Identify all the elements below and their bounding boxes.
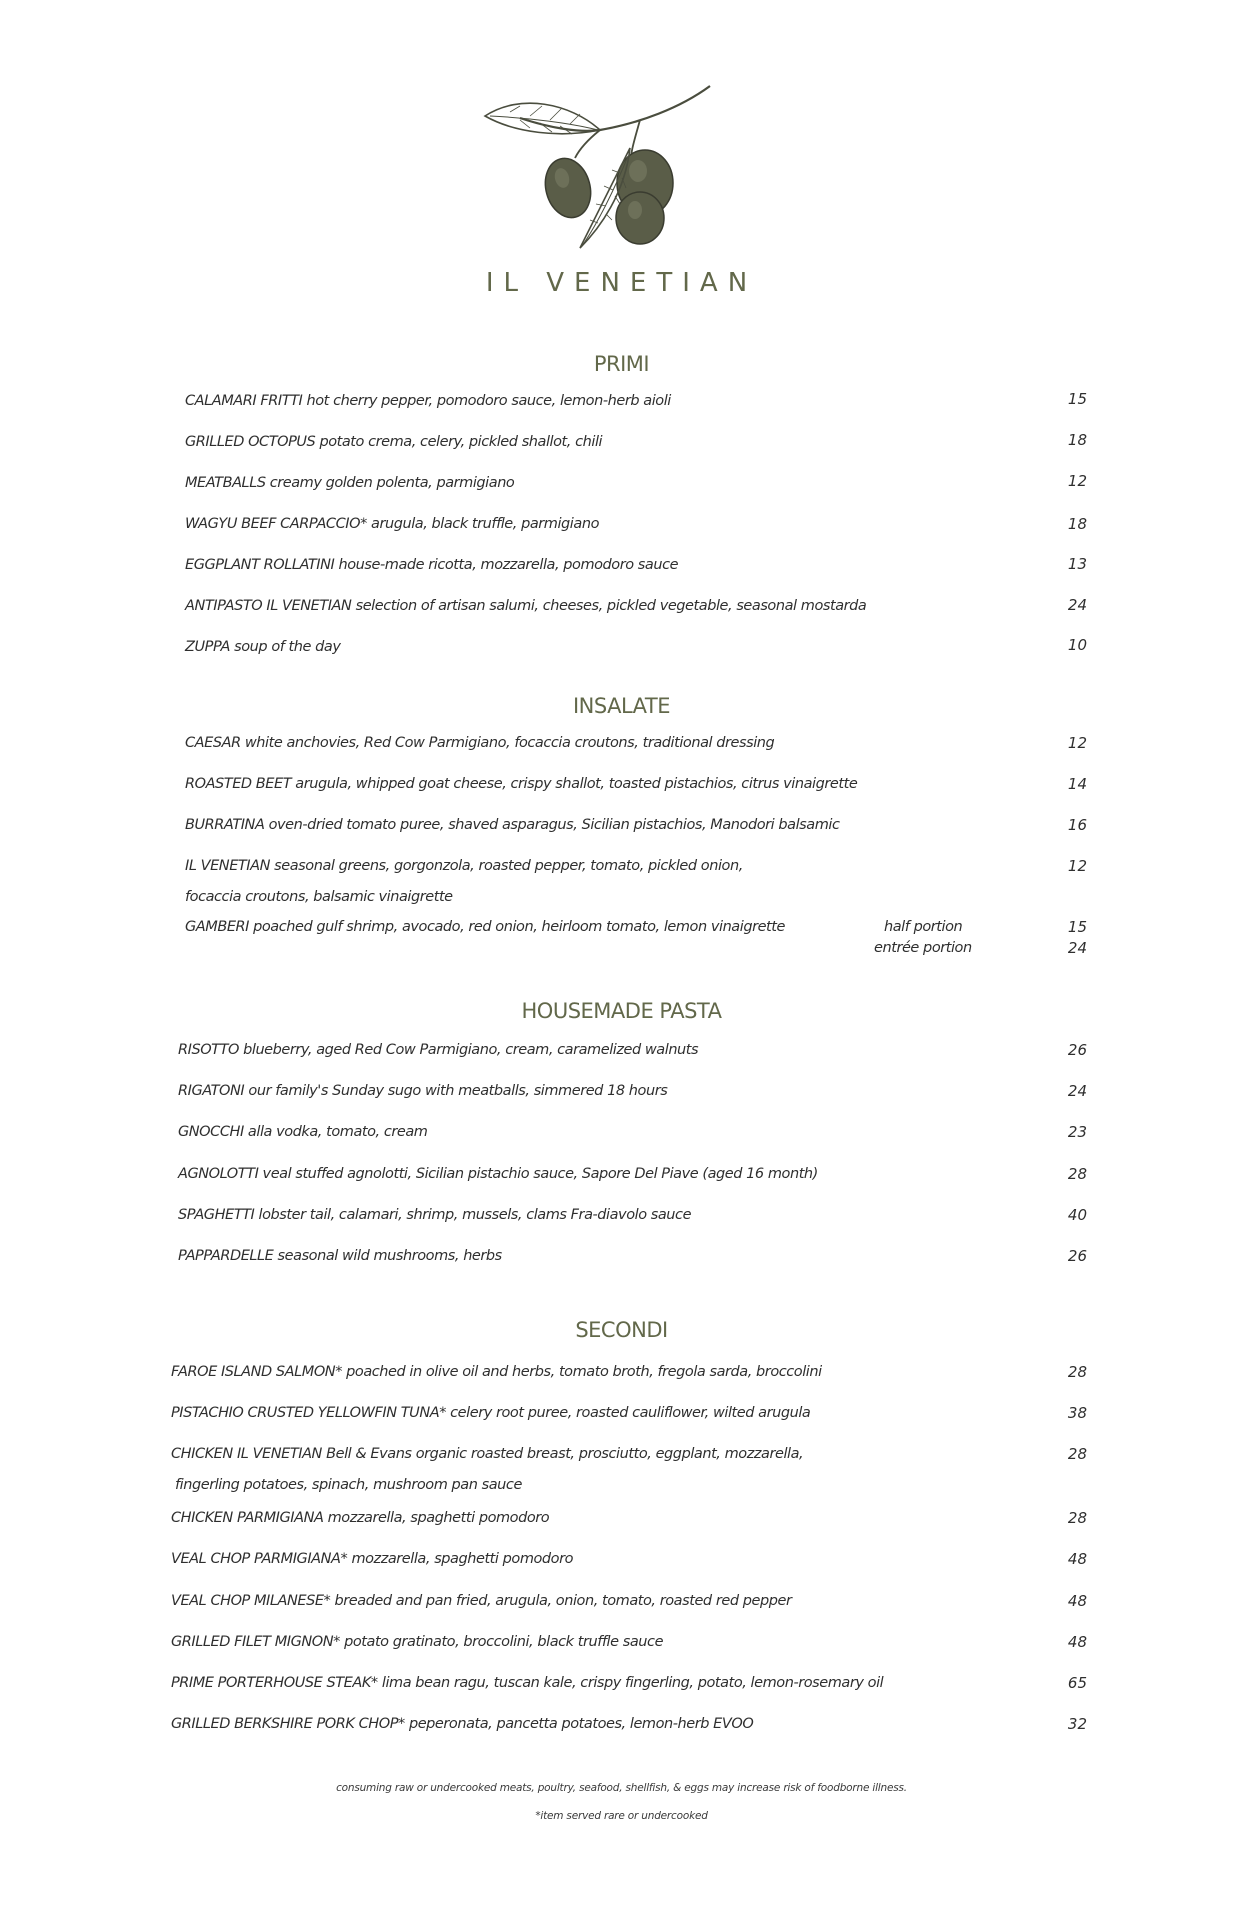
menu-item: MEATBALLS creamy golden polenta, parmigiano	[185, 475, 515, 491]
menu-price: 28	[1067, 1509, 1087, 1527]
menu-item: AGNOLOTTI veal stuffed agnolotti, Sicilian pistachio sauce, Sapore Del Piave (aged 16 month)	[178, 1166, 818, 1182]
menu-price: 40	[1067, 1206, 1087, 1224]
menu-item: IL VENETIAN seasonal greens, gorgonzola, roasted pepper, tomato, pickled onion,	[185, 858, 743, 874]
menu-item-continuation: fingerling potatoes, spinach, mushroom pan sauce	[175, 1477, 522, 1493]
half-portion-price: 15	[1067, 918, 1087, 936]
menu-item: BURRATINA oven-dried tomato puree, shaved asparagus, Sicilian pistachios, Manodori balsamic	[185, 817, 840, 833]
section-title-primi: PRIMI	[593, 352, 650, 376]
menu-price: 28	[1067, 1363, 1087, 1381]
menu-item: CHICKEN PARMIGIANA mozzarella, spaghetti pomodoro	[171, 1510, 550, 1526]
section-title-insalate: INSALATE	[572, 694, 670, 718]
menu-item: CALAMARI FRITTI hot cherry pepper, pomodoro sauce, lemon-herb aioli	[185, 393, 671, 409]
menu-price: 48	[1067, 1592, 1087, 1610]
menu-item: WAGYU BEEF CARPACCIO* arugula, black truffle, parmigiano	[185, 516, 599, 532]
section-title-pasta: HOUSEMADE PASTA	[521, 999, 722, 1023]
menu-item: CAESAR white anchovies, Red Cow Parmigiano, focaccia croutons, traditional dressing	[185, 735, 775, 751]
menu-price: 28	[1067, 1445, 1087, 1463]
half-portion-label: half portion	[884, 919, 963, 935]
menu-item: SPAGHETTI lobster tail, calamari, shrimp, mussels, clams Fra-diavolo sauce	[178, 1207, 692, 1223]
menu-item: PISTACHIO CRUSTED YELLOWFIN TUNA* celery root puree, roasted cauliflower, wilted arugula	[171, 1405, 811, 1421]
menu-price: 16	[1067, 816, 1087, 834]
menu-item: EGGPLANT ROLLATINI house-made ricotta, mozzarella, pomodoro sauce	[185, 557, 679, 573]
asterisk-footnote: *item served rare or undercooked	[535, 1810, 708, 1822]
menu-price: 23	[1067, 1123, 1087, 1141]
menu-item: ROASTED BEET arugula, whipped goat cheese, crispy shallot, toasted pistachios, citrus vinaigrette	[185, 776, 858, 792]
menu-price: 28	[1067, 1165, 1087, 1183]
menu-price: 12	[1067, 734, 1087, 752]
olive-branch-logo-icon	[480, 78, 750, 253]
menu-item: PRIME PORTERHOUSE STEAK* lima bean ragu, tuscan kale, crispy fingerling, potato, lemon-rosemary oil	[171, 1675, 884, 1691]
menu-price: 48	[1067, 1633, 1087, 1651]
menu-price: 38	[1067, 1404, 1087, 1422]
menu-price: 13	[1067, 555, 1087, 573]
menu-item: GRILLED FILET MIGNON* potato gratinato, broccolini, black truffle sauce	[171, 1634, 664, 1650]
food-safety-footnote: consuming raw or undercooked meats, poultry, seafood, shellfish, & eggs may increase risk of foodborne illness.	[336, 1782, 907, 1794]
menu-price: 65	[1067, 1674, 1087, 1692]
menu-item-gamberi: GAMBERI poached gulf shrimp, avocado, red onion, heirloom tomato, lemon vinaigrette	[185, 919, 785, 935]
menu-item: ANTIPASTO IL VENETIAN selection of artisan salumi, cheeses, pickled vegetable, seasonal mostarda	[185, 598, 867, 614]
menu-item: GRILLED OCTOPUS potato crema, celery, pickled shallot, chili	[185, 434, 603, 450]
menu-item: VEAL CHOP MILANESE* breaded and pan fried, arugula, onion, tomato, roasted red pepper	[171, 1593, 792, 1609]
menu-item: GNOCCHI alla vodka, tomato, cream	[178, 1124, 428, 1140]
menu-price: 26	[1067, 1041, 1087, 1059]
menu-item: CHICKEN IL VENETIAN Bell & Evans organic roasted breast, prosciutto, eggplant, mozzarella,	[171, 1446, 804, 1462]
menu-item: ZUPPA soup of the day	[185, 639, 341, 655]
menu-item: GRILLED BERKSHIRE PORK CHOP* peperonata, pancetta potatoes, lemon-herb EVOO	[171, 1716, 754, 1732]
menu-item: RIGATONI our family's Sunday sugo with meatballs, simmered 18 hours	[178, 1083, 668, 1099]
menu-price: 15	[1067, 390, 1087, 408]
menu-price: 10	[1067, 636, 1087, 654]
menu-price: 24	[1067, 1082, 1087, 1100]
section-title-secondi: SECONDI	[575, 1318, 668, 1342]
menu-item: PAPPARDELLE seasonal wild mushrooms, herbs	[178, 1248, 502, 1264]
menu-price: 12	[1067, 857, 1087, 875]
menu-price: 48	[1067, 1550, 1087, 1568]
menu-price: 18	[1067, 515, 1087, 533]
menu-price: 32	[1067, 1715, 1087, 1733]
entree-portion-price: 24	[1067, 939, 1087, 957]
entree-portion-label: entrée portion	[874, 940, 972, 956]
menu-price: 26	[1067, 1247, 1087, 1265]
menu-price: 12	[1067, 472, 1087, 490]
menu-price: 14	[1067, 775, 1087, 793]
menu-item: RISOTTO blueberry, aged Red Cow Parmigiano, cream, caramelized walnuts	[178, 1042, 699, 1058]
menu-item: VEAL CHOP PARMIGIANA* mozzarella, spaghetti pomodoro	[171, 1551, 574, 1567]
menu-price: 24	[1067, 596, 1087, 614]
restaurant-name: IL VENETIAN	[485, 268, 758, 298]
menu-item-continuation: focaccia croutons, balsamic vinaigrette	[185, 889, 453, 905]
menu-item: FAROE ISLAND SALMON* poached in olive oil and herbs, tomato broth, fregola sarda, broccolini	[171, 1364, 822, 1380]
menu-price: 18	[1067, 431, 1087, 449]
